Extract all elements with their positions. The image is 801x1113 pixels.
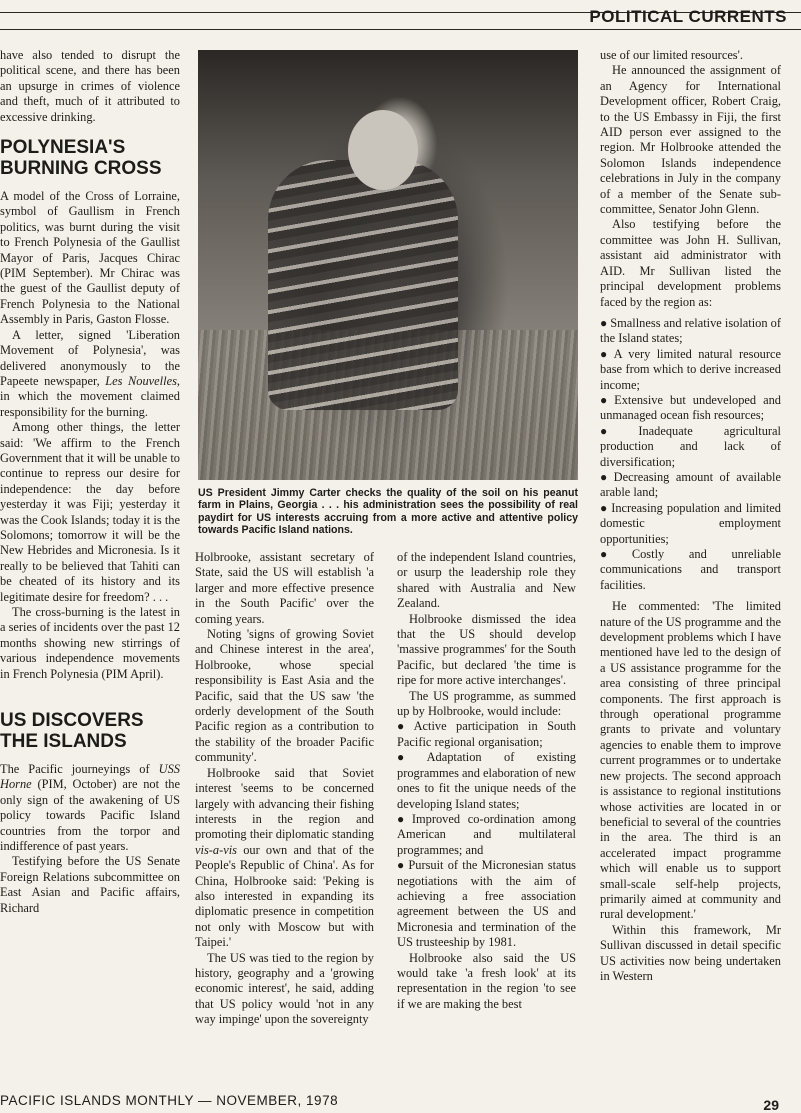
- column-1: [0, 48, 180, 1078]
- paragraph: of the independent Island countries, or usurp the leadership role they shared with Australia and New Zealand.: [397, 550, 576, 611]
- bullet-text: Increasing population and limited domestic employment opportunities;: [600, 500, 781, 546]
- text-run: , in which the movement claimed responsibility for the burning.: [0, 373, 180, 419]
- bullet-item: [397, 719, 576, 750]
- bullet-item: [600, 501, 781, 547]
- bullet-text: Smallness and relative isolation of the Island states;: [600, 315, 781, 346]
- bullet-icon: ●: [600, 346, 611, 361]
- text-run: (PIM, October) are not the only sign of the awakening of US policy towards Pacific Island countries from the torpor and indifference of past years.: [0, 777, 180, 854]
- italic-phrase: vis-a-vis: [195, 842, 237, 857]
- bullet-text: Active participation in South Pacific regional organisation;: [397, 719, 576, 749]
- bullet-icon: ●: [397, 811, 409, 826]
- bullet-icon: ●: [600, 547, 629, 561]
- bullet-icon: ●: [397, 719, 411, 734]
- headline-line: THE ISLANDS: [0, 731, 127, 753]
- bullet-icon: ●: [600, 423, 636, 438]
- bullet-item: [600, 347, 781, 393]
- headline-polynesia: [0, 137, 180, 179]
- bullet-icon: ●: [600, 500, 609, 515]
- ship-name: USS Horne: [0, 762, 180, 792]
- intro-paragraph: have also tended to disrupt the political scene, and there has been an upsurge in crimes of violence and theft, much of it attributed to excessive drinking.: [0, 48, 180, 124]
- paragraph: Also testifying before the committee was John H. Sullivan, assistant aid administrator with AID. Mr Sullivan listed the principal development problems faced by the region as:: [600, 217, 781, 309]
- bullet-item: [600, 316, 781, 347]
- bullet-icon: ●: [600, 392, 612, 407]
- newspaper-name: Les Nouvelles: [105, 373, 177, 388]
- headline-line: US DISCOVERS: [0, 710, 144, 732]
- text-run: The Pacific journeyings of: [0, 762, 159, 777]
- paragraph: Holbrooke, assistant secretary of State, said the US will establish 'a larger and more effective presence in the South Pacific' over the coming years.: [195, 550, 374, 626]
- bullet-item: [600, 424, 781, 470]
- bullet-text: A very limited natural resource base from which to derive increased income;: [600, 346, 781, 392]
- text-run: Holbrooke said that Soviet interest 'seems to be concerned largely with advancing their fishing interests in the region and promoting their diplomatic standing: [195, 765, 374, 842]
- paragraph: The US programme, as summed up by Holbrooke, would include:: [397, 688, 576, 719]
- paragraph: The cross-burning is the latest in a series of incidents over the past 12 months showing new stirrings of various independence movements in French Polynesia (PIM April).: [0, 605, 180, 681]
- headline-us-discovers: [0, 710, 180, 752]
- bullet-item: [600, 393, 781, 424]
- paragraph: Testifying before the US Senate Foreign Relations subcommittee on East Asian and Pacific affairs, Richard: [0, 854, 180, 915]
- photo-caption: US President Jimmy Carter checks the quality of the soil on his peanut farm in Plains, Georgia . . . his administration sees the possibility of real paydirt for US interests accruing from a more active and attentive policy towards Pacific Island nations.: [198, 487, 578, 537]
- paragraph: The US was tied to the region by history, geography and a 'growing economic interest', he said, adding that US policy would 'not in any way impinge' upon the sovereignty: [195, 950, 374, 1027]
- bullet-text: Costly and unreliable communications and transport facilities.: [600, 547, 781, 592]
- photo-head: [348, 110, 418, 190]
- photo-figure: [268, 160, 458, 410]
- paragraph: [0, 762, 180, 854]
- bullet-text: Extensive but undeveloped and unmanaged ocean fish resources;: [600, 392, 781, 423]
- column-4: [600, 48, 781, 1086]
- section-header: POLITICAL CURRENTS: [589, 7, 787, 26]
- headline-line: BURNING CROSS: [0, 158, 162, 180]
- bullet-item: [397, 858, 576, 950]
- page-number: 29: [763, 1097, 779, 1113]
- bullet-text: Inadequate agricultural production and lack of diversification;: [600, 423, 781, 469]
- paragraph: use of our limited resources'.: [600, 48, 743, 62]
- bullet-icon: ●: [397, 750, 424, 765]
- bullet-icon: ●: [600, 469, 611, 484]
- header-underline: [0, 29, 801, 30]
- bullet-icon: ●: [397, 858, 406, 873]
- paragraph: [195, 766, 374, 951]
- paragraph: Holbrooke dismissed the idea that the US should develop 'massive programmes' for the South Pacific, but declared 'the time is ripe for more active interchanges'.: [397, 611, 576, 688]
- headline-line: POLYNESIA'S: [0, 137, 126, 159]
- paragraph: Within this framework, Mr Sullivan discussed in detail specific US activities now being undertaken in Western: [600, 922, 781, 983]
- paragraph: Noting 'signs of growing Soviet and Chinese interest in the area', Holbrooke, whose special responsibility is East Asia and the Pacific, said that the US saw 'the orderly development of the South Pacific region as a contribution to the stability of the broader Pacific community'.: [195, 627, 374, 765]
- text-run: A letter, signed 'Liberation Movement of Polynesia', was delivered anonymously to the Papeete newspaper,: [0, 327, 180, 388]
- bullet-item: [600, 470, 781, 501]
- bullet-text: Decreasing amount of available arable land;: [600, 469, 781, 500]
- paragraph: Holbrooke also said the US would take 'a fresh look' at its representation in the region 'to see if we are making the best: [397, 950, 576, 1011]
- bullet-item: [397, 812, 576, 858]
- bullet-text: Adaptation of existing programmes and elaboration of new ones to fit the unique needs of the developing Island states;: [397, 750, 576, 811]
- column-3: [397, 550, 576, 1080]
- column-2: [195, 550, 374, 1080]
- paragraph: A model of the Cross of Lorraine, symbol of Gaullism in French politics, was burnt during the visit to French Polynesia of the Gaullist Mayor of Paris, Jacques Chirac (PIM September). Mr Chirac was the guest of the Gaullist deputy of French Polynesia to the National Assembly in Paris, Gaston Flosse.: [0, 189, 180, 327]
- bullet-item: [397, 750, 576, 812]
- paragraph: He announced the assignment of an Agency for International Development officer, Robert Craig, to the US Embassy in Fiji, the first AID person ever assigned to the region. Mr Holbrooke attended the Solomon Islands independence celebrations in July in the company of a member of the Senate sub-committee, Senator John Glenn.: [600, 63, 781, 217]
- paragraph: He commented: 'The limited nature of the US programme and the development problems which I have mentioned have led to the design of a US assistance programme for the area consisting of three principal components. The first approach is through operational programme grants to private and voluntary agencies to enable them to improve current programmes or to undertake new projects. The second approach is assistance to regional institutions whose activities are located in or beneficial to several of the countries in the area. The third is an accelerated impact programme which will enable us to support small-scale self-help projects, primarily aimed at community and rural development.': [600, 599, 781, 922]
- bullet-text: Improved co-ordination among American and multilateral programmes; and: [397, 811, 576, 857]
- bullet-item: [600, 547, 781, 593]
- text-run: our own and that of the People's Republic of China'. As for China, Holbrooke said: 'Peking is also interested in expanding its diplomatic presence in competition not only with Moscow but with Taipei.': [195, 842, 374, 950]
- bullet-text: Pursuit of the Micronesian status negotiations with the aim of achieving a free association agreement between the US and Micronesia and termination of the US trusteeship by 1981.: [397, 858, 576, 950]
- carter-photo: [198, 50, 578, 480]
- bullet-icon: ●: [600, 315, 608, 330]
- paragraph: [0, 328, 180, 420]
- paragraph: Among other things, the letter said: 'We affirm to the French Government that it will be unable to continue to repress our desire for independence: the day before yesterday it was Fiji; yesterday it was the Cook Islands; today it is the Solomons; tomorrow it will be the New Hebrides and Micronesia. Is it really to be believed that Tahiti can be cheated of its history and its legitimate desire for freedom? . . .: [0, 420, 180, 604]
- footer-magazine: PACIFIC ISLANDS MONTHLY — NOVEMBER, 1978: [0, 1093, 339, 1108]
